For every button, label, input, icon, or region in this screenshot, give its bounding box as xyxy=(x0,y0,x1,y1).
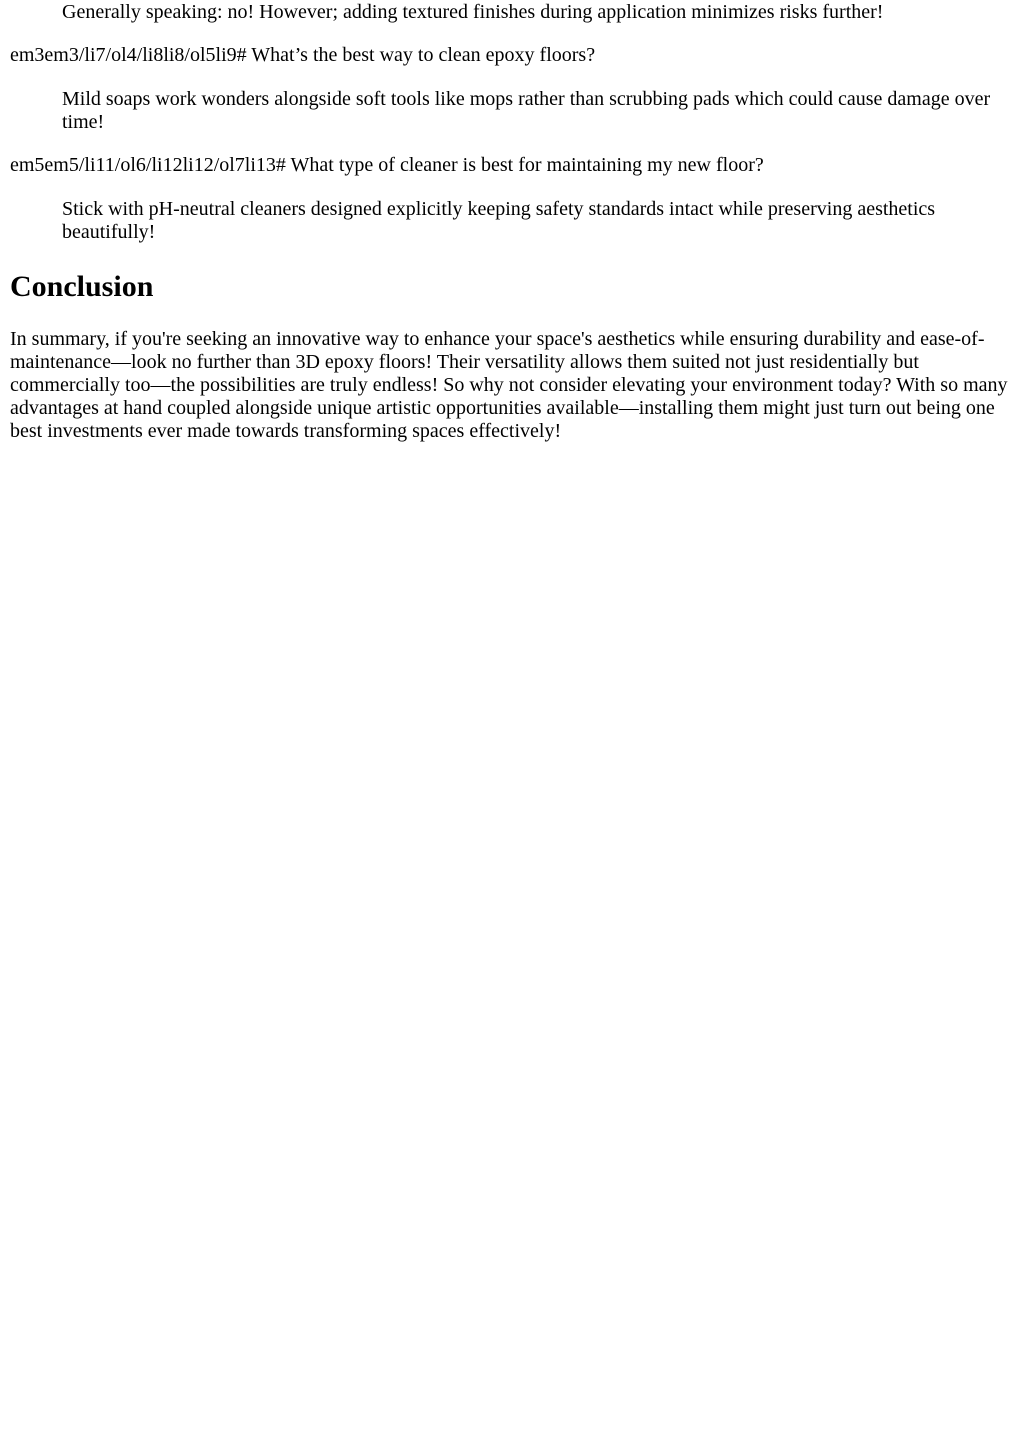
faq-question-2: em3em3/li7/ol4/li8li8/ol5li9# What’s the best way to clean epoxy floors? xyxy=(10,44,596,66)
faq-question-3: em5em5/li11/ol6/li12li12/ol7li13# What type of cleaner is best for maintaining my new floor? xyxy=(10,154,764,176)
conclusion-section xyxy=(10,270,1014,443)
conclusion-paragraph: In summary, if you're seeking an innovative way to enhance your space's aesthetics while ensuring durability and ease-of-maintenance—look no further than 3D epoxy floors! Their versatility allows them suited not just residentially but commercially too—the possibilities are truly endless! So why not consider elevating your environment today? With so many advantages at hand coupled alongside unique artistic opportunities available—installing them might just turn out being one best investments ever made towards transforming spaces effectively! xyxy=(10,328,1008,442)
faq-section xyxy=(10,0,1014,244)
conclusion-heading: Conclusion xyxy=(10,270,154,303)
faq-answer-2: Mild soaps work wonders alongside soft tools like mops rather than scrubbing pads which could cause damage over time! xyxy=(62,88,991,133)
faq-answer-1: Generally speaking: no! However; adding textured finishes during application minimizes risks further! xyxy=(62,1,884,23)
faq-answer-3: Stick with pH-neutral cleaners designed explicitly keeping safety standards intact while preserving aesthetics beautifully! xyxy=(62,198,936,243)
